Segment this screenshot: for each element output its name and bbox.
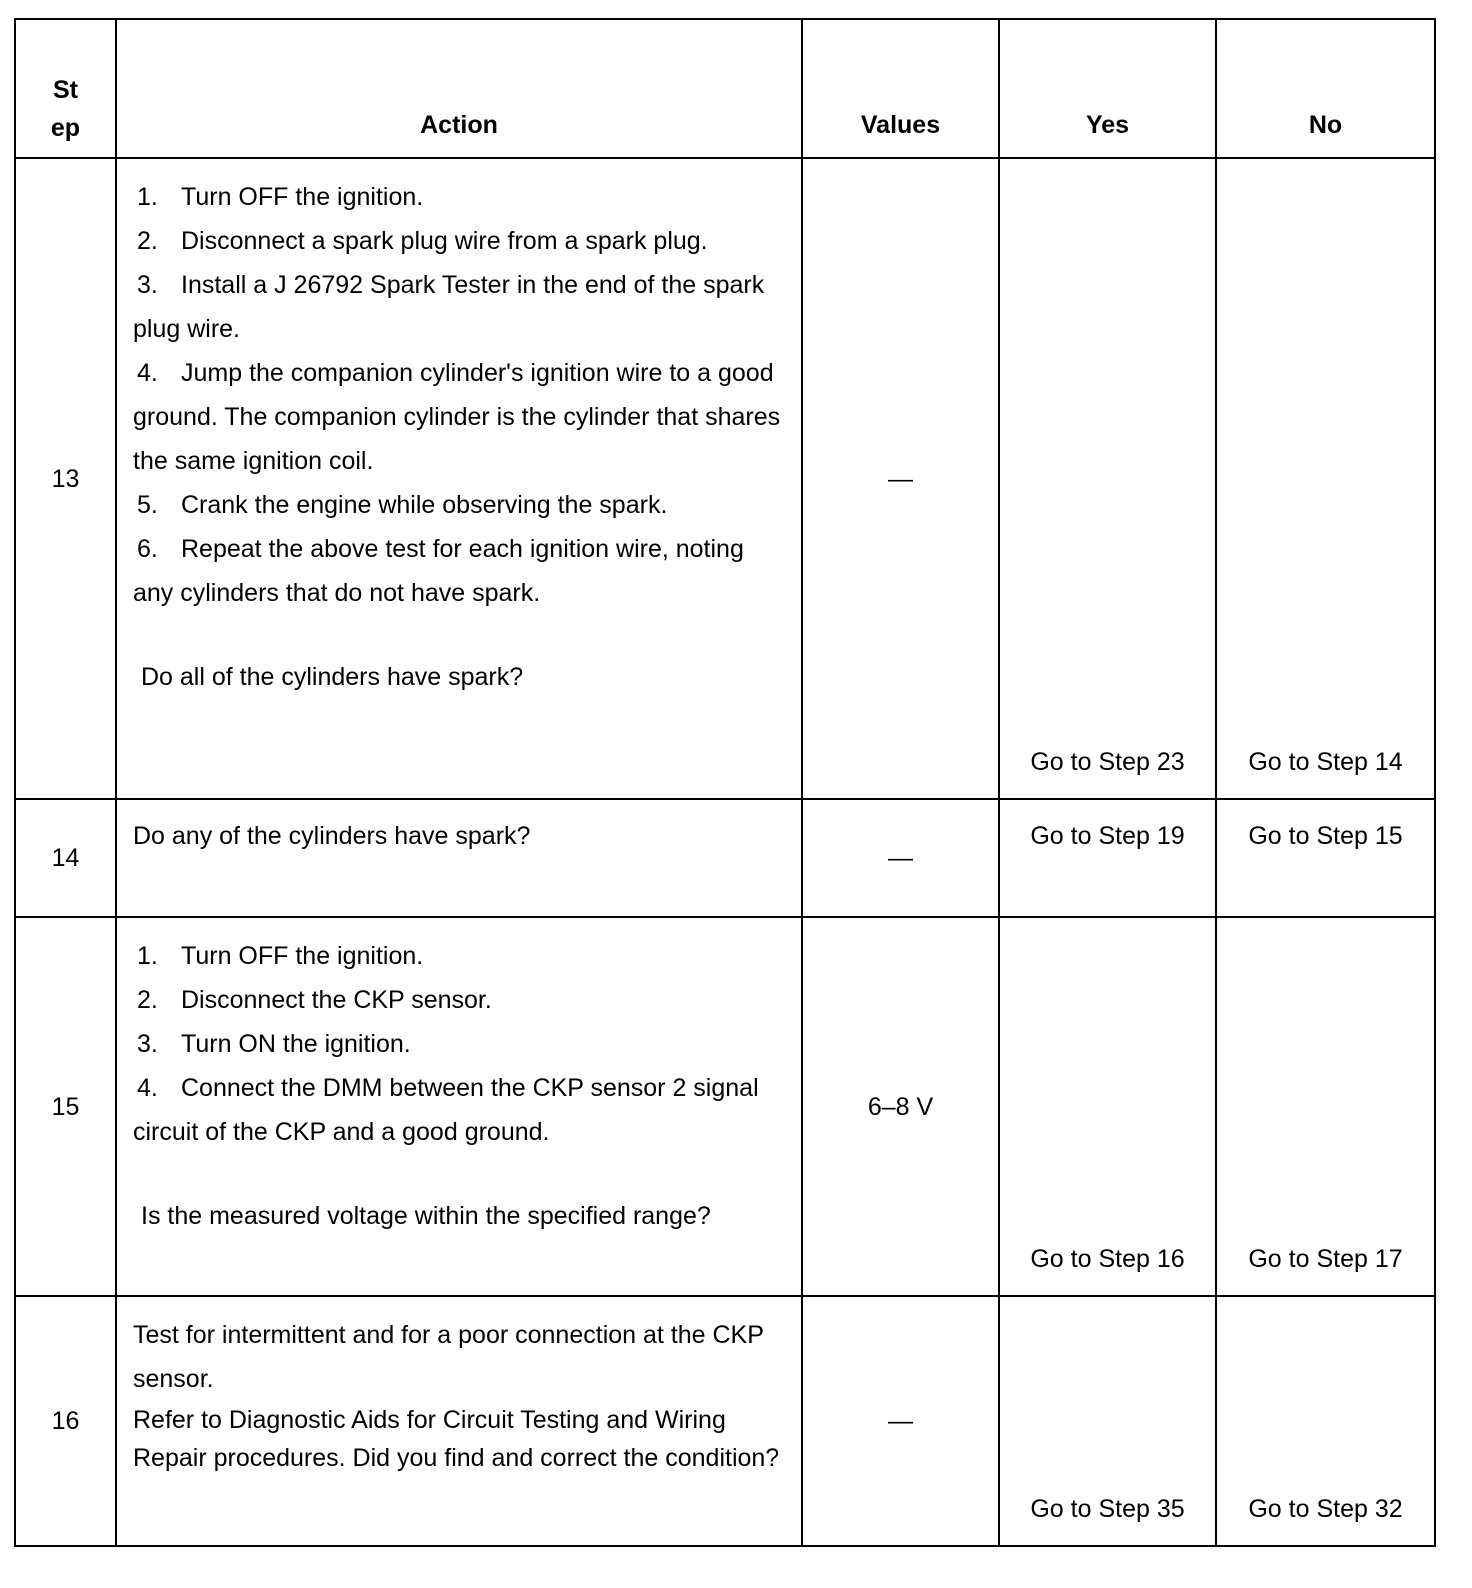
no-header: No xyxy=(1216,19,1435,158)
yes-link[interactable]: Go to Step 16 xyxy=(999,917,1216,1296)
step-number: 16 xyxy=(15,1296,116,1546)
diagnostic-table xyxy=(14,18,1436,1547)
table-row xyxy=(15,1296,1435,1546)
value-cell: 6–8 V xyxy=(802,917,999,1296)
table-row xyxy=(15,158,1435,799)
question: Do any of the cylinders have spark? xyxy=(116,799,802,917)
list-item: 5. Crank the engine while observing the spark. xyxy=(137,491,668,519)
yes-link[interactable]: Go to Step 23 xyxy=(999,158,1216,799)
table-row xyxy=(15,917,1435,1296)
no-link[interactable]: Go to Step 14 xyxy=(1216,158,1435,799)
no-link[interactable]: Go to Step 32 xyxy=(1216,1296,1435,1546)
action-cell xyxy=(116,1296,802,1546)
step-header-line1: St xyxy=(53,76,78,104)
list-item: 1. Turn OFF the ignition. xyxy=(137,183,424,211)
yes-header: Yes xyxy=(999,19,1216,158)
yes-link[interactable]: Go to Step 19 xyxy=(999,799,1216,917)
list-item: 3. Turn ON the ignition. xyxy=(137,1030,411,1058)
step-number: 15 xyxy=(15,917,116,1296)
reference-text: Refer to Diagnostic Aids for Circuit Testing and Wiring Repair procedures. Did you find and correct the condition? xyxy=(133,1406,780,1472)
step-number: 14 xyxy=(15,799,116,917)
values-header: Values xyxy=(802,19,999,158)
table-row xyxy=(15,799,1435,917)
list-item: 2. Disconnect the CKP sensor. xyxy=(137,986,492,1014)
action-text: Test for intermittent and for a poor connection at the CKP sensor. xyxy=(133,1321,764,1393)
list-item: 4. Jump the companion cylinder's ignition wire to a good ground. The companion cylinder is the cylinder that shares the same ignition coil. xyxy=(133,359,781,475)
no-link[interactable]: Go to Step 17 xyxy=(1216,917,1435,1296)
header-row xyxy=(15,19,1435,158)
list-item: 2. Disconnect a spark plug wire from a spark plug. xyxy=(137,227,708,255)
step-header-line2: ep xyxy=(50,114,81,142)
step-header xyxy=(15,19,116,158)
list-item: 1. Turn OFF the ignition. xyxy=(137,942,424,970)
action-header: Action xyxy=(116,19,802,158)
list-item: 3. Install a J 26792 Spark Tester in the end of the spark plug wire. xyxy=(133,271,765,343)
action-cell xyxy=(116,158,802,799)
value-cell: — xyxy=(802,799,999,917)
question: Is the measured voltage within the specified range? xyxy=(141,1202,711,1230)
no-link[interactable]: Go to Step 15 xyxy=(1216,799,1435,917)
list-item: 4. Connect the DMM between the CKP sensor 2 signal circuit of the CKP and a good ground. xyxy=(133,1074,759,1146)
step-number: 13 xyxy=(15,158,116,799)
yes-link[interactable]: Go to Step 35 xyxy=(999,1296,1216,1546)
value-cell: — xyxy=(802,1296,999,1546)
value-cell: — xyxy=(802,158,999,799)
list-item: 6. Repeat the above test for each ignition wire, noting any cylinders that do not have spark. xyxy=(133,535,744,607)
question: Do all of the cylinders have spark? xyxy=(141,663,524,691)
action-cell xyxy=(116,917,802,1296)
